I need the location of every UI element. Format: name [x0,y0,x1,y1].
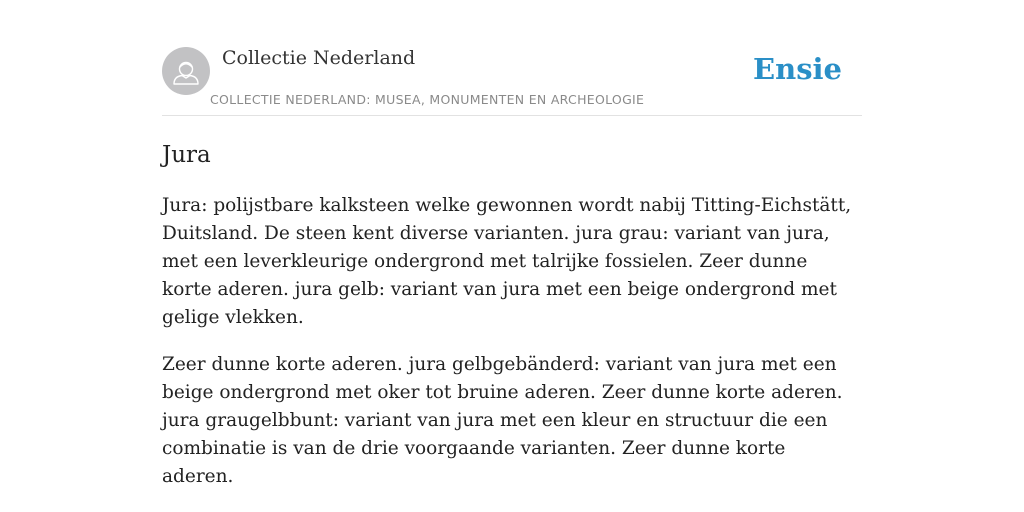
page-container [162,0,862,512]
author-name-link[interactable]: Collectie Nederland [222,47,416,69]
article-header [162,0,862,116]
article-paragraph: Jura: polijstbare kalksteen welke gewonnen wordt nabij Titting-Eichstätt, Duitsland. De steen kent diverse varianten. jura grau: variant van jura, met een leverkleurige ondergrond met talrijke fossielen. Zeer dunne korte aderen. jura gelb: variant van jura met een beige ondergrond met gelige vlekken. [162,195,852,328]
article-paragraph: Zeer dunne korte aderen. jura gelbgebänderd: variant van jura met een beige ondergrond met oker tot bruine aderen. Zeer dunne korte aderen. jura graugelbbunt: variant van jura met een kleur en structuur die een combinatie is van de drie voorgaande varianten. Zeer dunne korte aderen. [162,354,843,487]
user-silhouette-icon [162,47,210,95]
author-subtitle: COLLECTIE NEDERLAND: MUSEA, MONUMENTEN EN ARCHEOLOGIE [210,92,645,107]
page-title: Jura [162,142,211,168]
author-avatar[interactable] [162,47,210,95]
article-body [162,192,862,510]
brand-logo-link[interactable]: Ensie [753,52,842,86]
